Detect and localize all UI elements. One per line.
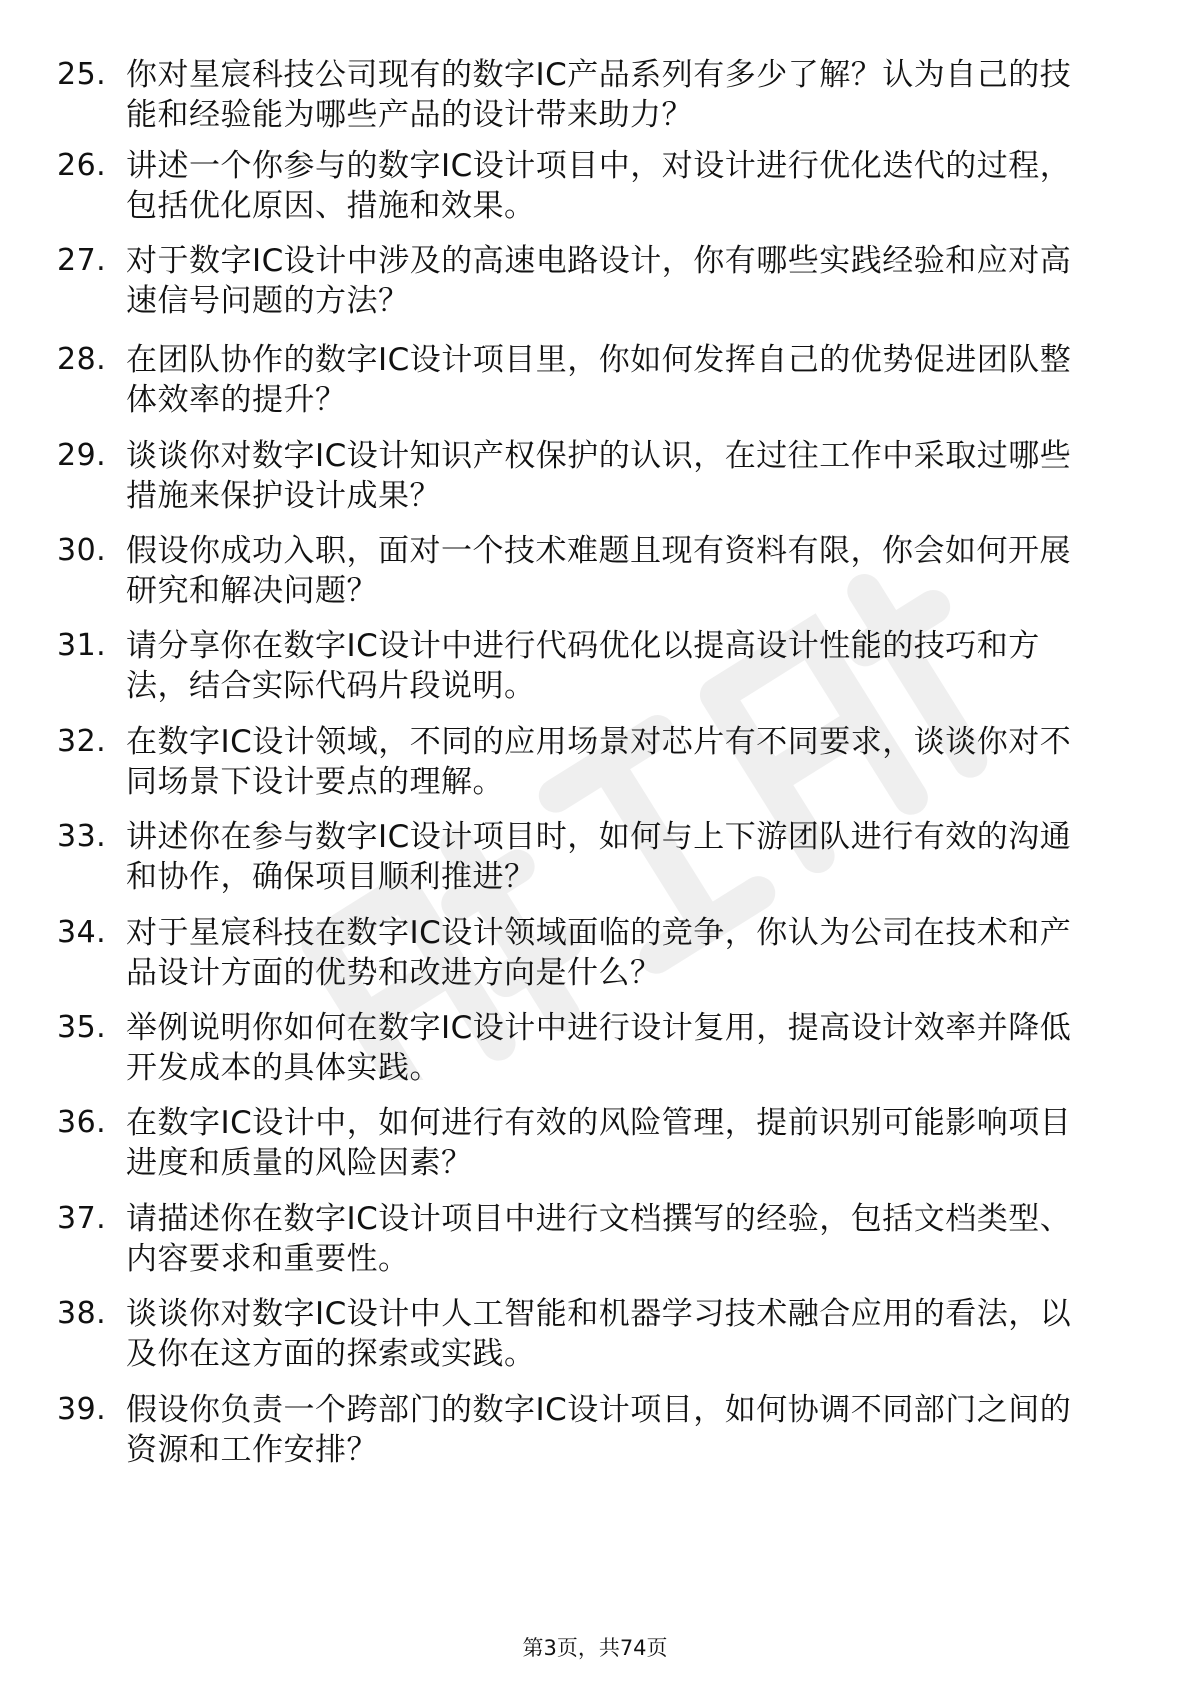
question-number: 29. <box>57 438 107 473</box>
question-text: 对于星宸科技在数字IC设计领域面临的竞争，你认为公司在技术和产品设计方面的优势和改进方向是什么？ <box>126 915 1072 991</box>
question-number: 32. <box>57 724 107 759</box>
question-text: 请分享你在数字IC设计中进行代码优化以提高设计性能的技巧和方法，结合实际代码片段说明。 <box>126 628 1040 704</box>
question-number: 34. <box>57 915 107 950</box>
question-text: 假设你负责一个跨部门的数字IC设计项目，如何协调不同部门之间的资源和工作安排？ <box>126 1392 1072 1468</box>
page-indicator: 第3页，共74页 <box>522 1636 668 1660</box>
question-item <box>57 531 1117 621</box>
question-number: 25. <box>57 57 107 92</box>
question-number: 30. <box>57 533 107 568</box>
question-item <box>57 1294 1117 1384</box>
question-text: 讲述你在参与数字IC设计项目时，如何与上下游团队进行有效的沟通和协作，确保项目顺利推进？ <box>126 819 1072 895</box>
question-text: 在数字IC设计领域，不同的应用场景对芯片有不同要求，谈谈你对不同场景下设计要点的理解。 <box>126 724 1072 800</box>
question-item <box>57 1390 1117 1480</box>
question-item <box>57 1199 1117 1289</box>
question-number: 27. <box>57 243 107 278</box>
question-item <box>57 55 1117 145</box>
question-text: 谈谈你对数字IC设计知识产权保护的认识，在过往工作中采取过哪些措施来保护设计成果？ <box>126 438 1072 514</box>
question-number: 35. <box>57 1010 107 1045</box>
question-number: 33. <box>57 819 107 854</box>
question-number: 26. <box>57 148 107 183</box>
question-item <box>57 1008 1117 1098</box>
question-number: 39. <box>57 1392 107 1427</box>
question-text: 对于数字IC设计中涉及的高速电路设计，你有哪些实践经验和应对高速信号问题的方法？ <box>126 243 1072 319</box>
question-text: 你对星宸科技公司现有的数字IC产品系列有多少了解？认为自己的技能和经验能为哪些产品的设计带来助力？ <box>126 57 1072 133</box>
question-text: 假设你成功入职，面对一个技术难题且现有资料有限，你会如何开展研究和解决问题？ <box>126 533 1071 609</box>
question-number: 31. <box>57 628 107 663</box>
question-number: 28. <box>57 342 107 377</box>
question-item <box>57 146 1117 236</box>
question-text: 在团队协作的数字IC设计项目里，你如何发挥自己的优势促进团队整体效率的提升？ <box>126 342 1072 418</box>
question-number: 37. <box>57 1201 107 1236</box>
question-number: 38. <box>57 1296 107 1331</box>
question-text: 请描述你在数字IC设计项目中进行文档撰写的经验，包括文档类型、内容要求和重要性。 <box>126 1201 1072 1277</box>
question-text: 谈谈你对数字IC设计中人工智能和机器学习技术融合应用的看法，以及你在这方面的探索或实践。 <box>126 1296 1072 1372</box>
question-text: 举例说明你如何在数字IC设计中进行设计复用，提高设计效率并降低开发成本的具体实践。 <box>126 1010 1072 1086</box>
question-item <box>57 1103 1117 1193</box>
question-text: 讲述一个你参与的数字IC设计项目中，对设计进行优化迭代的过程，包括优化原因、措施和效果。 <box>126 148 1072 224</box>
question-item <box>57 436 1117 526</box>
question-item <box>57 241 1117 331</box>
question-number: 36. <box>57 1105 107 1140</box>
question-item <box>57 626 1117 716</box>
question-text: 在数字IC设计中，如何进行有效的风险管理，提前识别可能影响项目进度和质量的风险因素？ <box>126 1105 1072 1181</box>
question-item <box>57 340 1117 430</box>
question-item <box>57 722 1117 812</box>
question-item <box>57 913 1117 1003</box>
question-item <box>57 817 1117 907</box>
